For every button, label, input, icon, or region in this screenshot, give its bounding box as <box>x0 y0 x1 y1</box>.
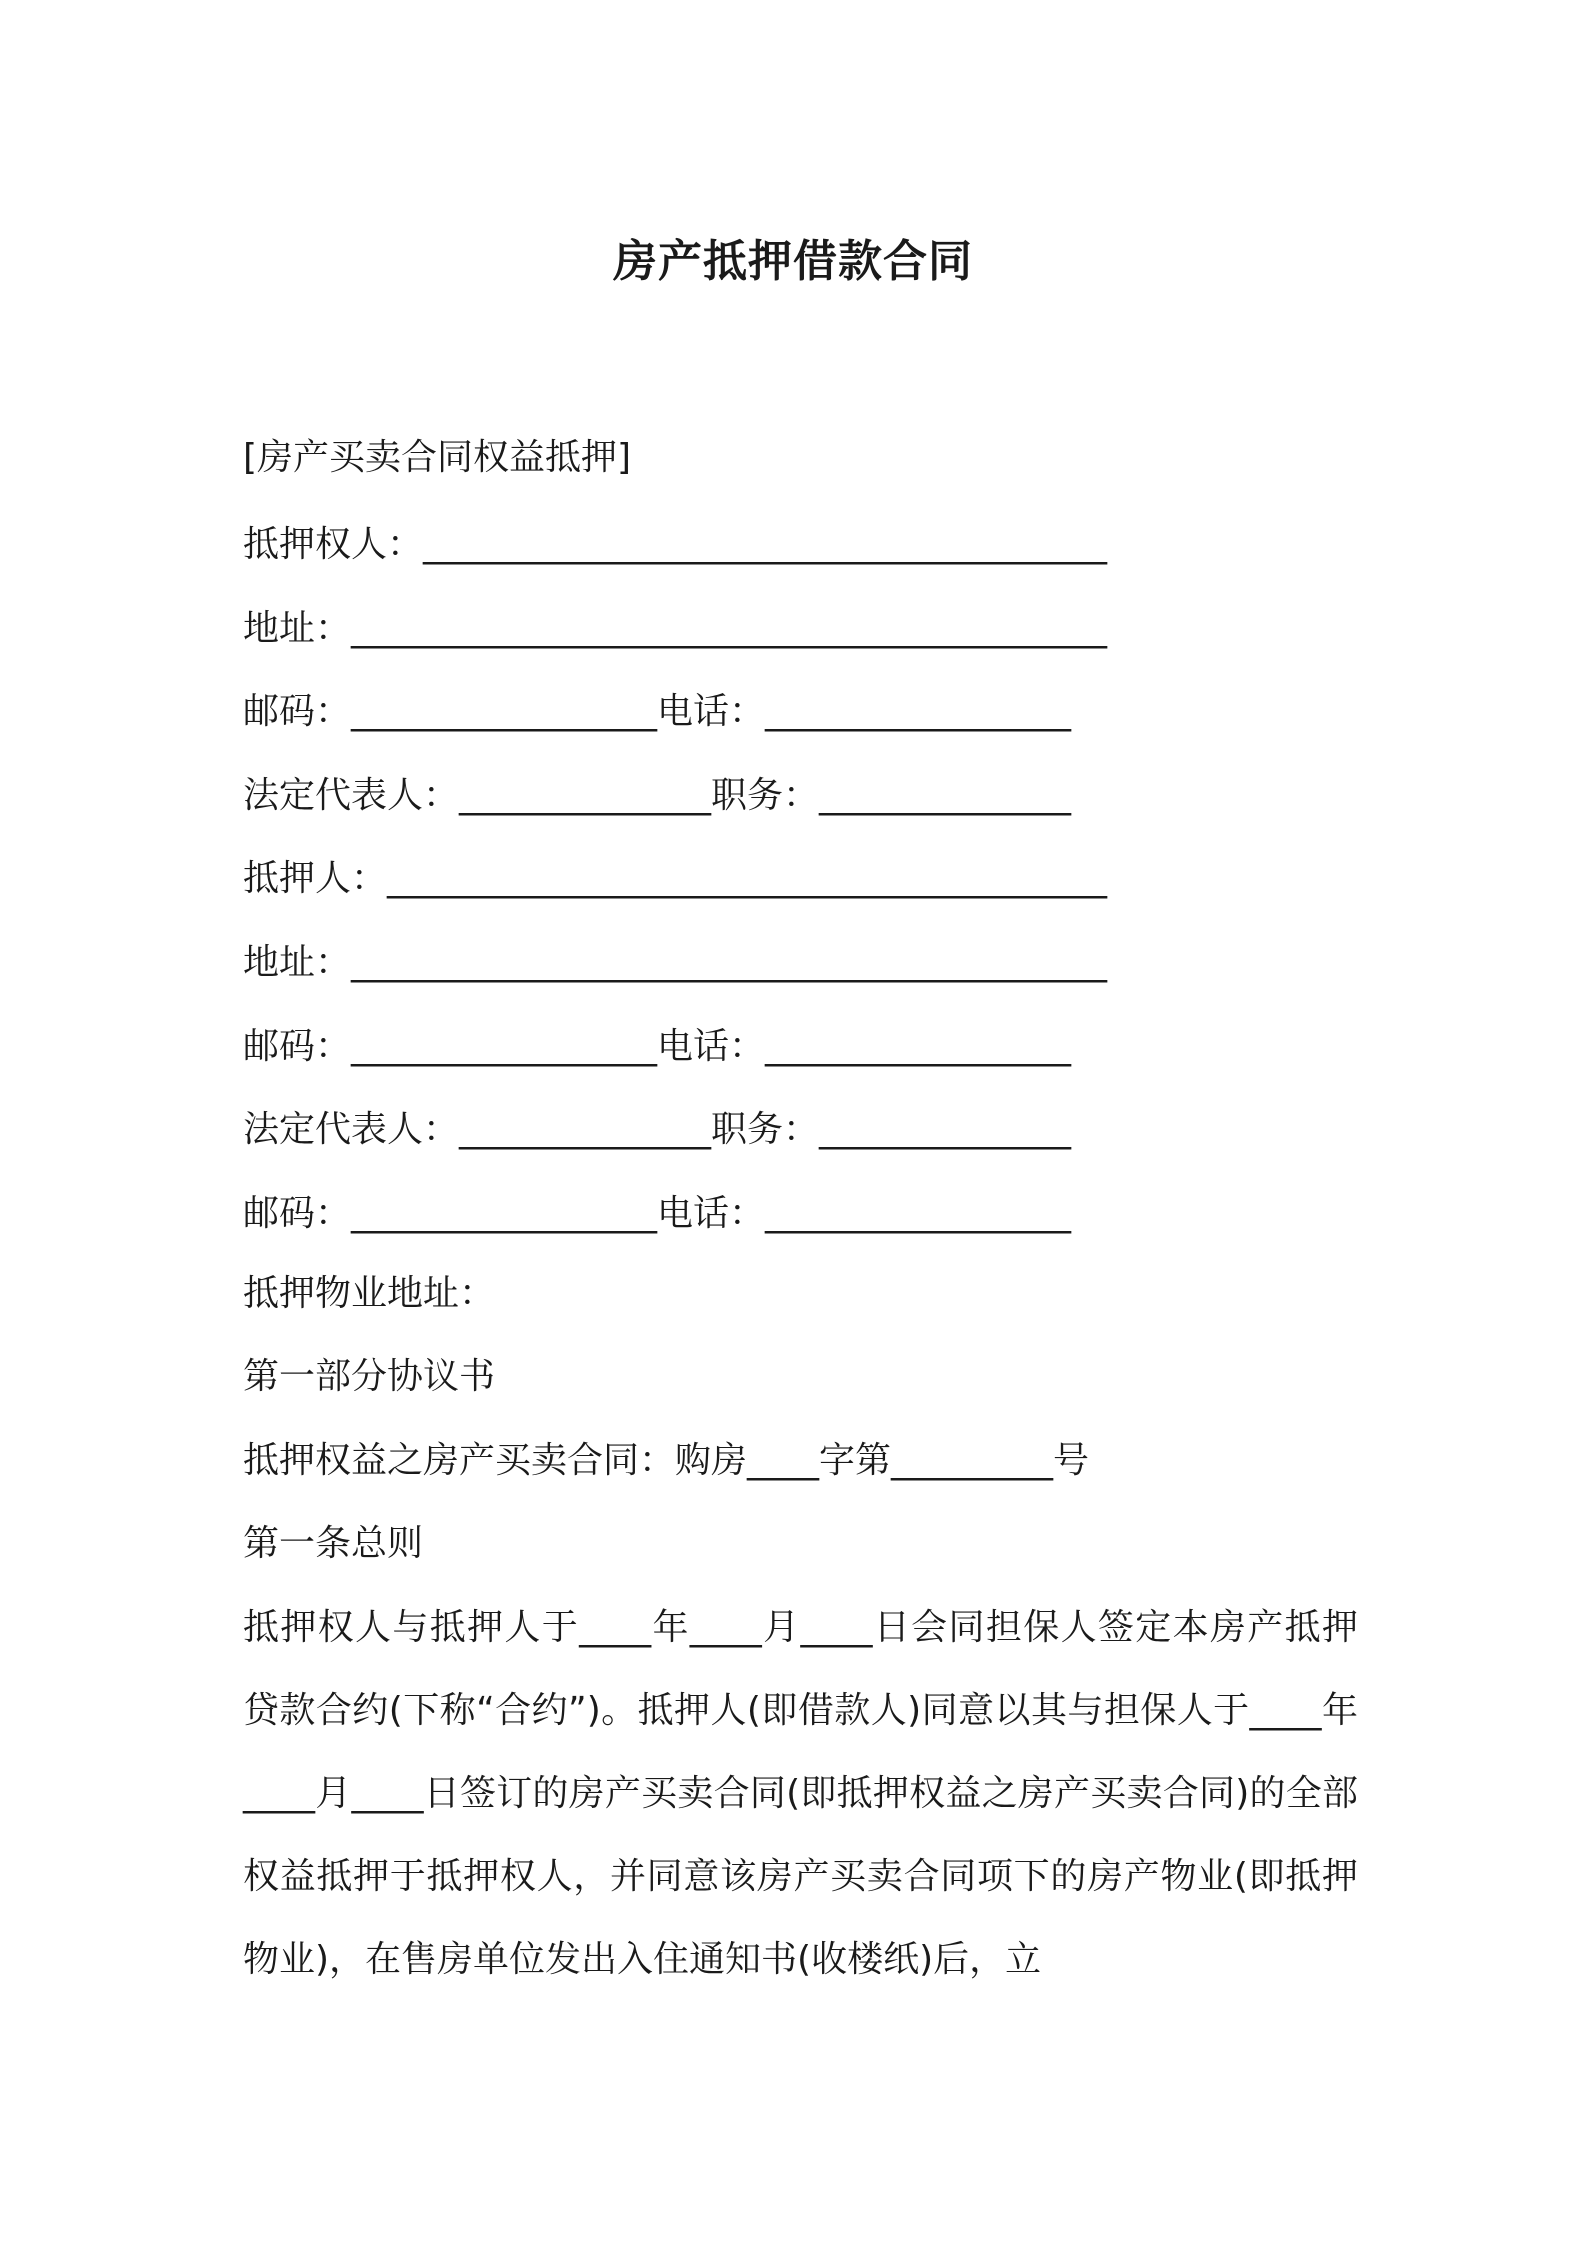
purchase-contract-line: 抵押权益之房产买卖合同：购房____字第_________号 <box>243 1440 1090 1481</box>
document-title: 房产抵押借款合同 <box>613 236 973 287</box>
mortgagee-line: 抵押权人：______________________________________ <box>243 524 1108 565</box>
postcode-phone-line: 邮码：_________________电话：_________________ <box>243 1193 1072 1234</box>
mortgagee-address-line: 地址：__________________________________________ <box>243 608 1108 649</box>
document-subtitle: [房产买卖合同权益抵押] <box>243 437 632 478</box>
property-address-line: 抵押物业地址： <box>243 1273 496 1314</box>
mortgagee-representative-line: 法定代表人：______________职务：______________ <box>243 775 1072 816</box>
mortgagor-line: 抵押人：________________________________________ <box>243 858 1108 899</box>
article-one-heading: 第一条总则 <box>243 1523 424 1564</box>
mortgagor-representative-line: 法定代表人：______________职务：______________ <box>243 1109 1072 1150</box>
part-one-heading: 第一部分协议书 <box>243 1356 496 1397</box>
mortgagor-postcode-phone-line: 邮码：_________________电话：_________________ <box>243 1026 1072 1067</box>
article-one-paragraph: 抵押权人与抵押人于____年____月____日会同担保人签定本房产抵押贷款合约(下称“合约”)。抵押人(即借款人)同意以其与担保人于____年____月____日签订的房产买卖合同(即抵押权益之房产买卖合同)的全部权益抵押于抵押权人，并同意该房产买卖合同项下的房产物业(即抵押物业)，在售房单位发出入住通知书(收楼纸)后，立 <box>243 1607 1358 1980</box>
mortgagor-address-line: 地址：__________________________________________ <box>243 942 1108 983</box>
mortgagee-postcode-phone-line: 邮码：_________________电话：_________________ <box>243 691 1072 732</box>
